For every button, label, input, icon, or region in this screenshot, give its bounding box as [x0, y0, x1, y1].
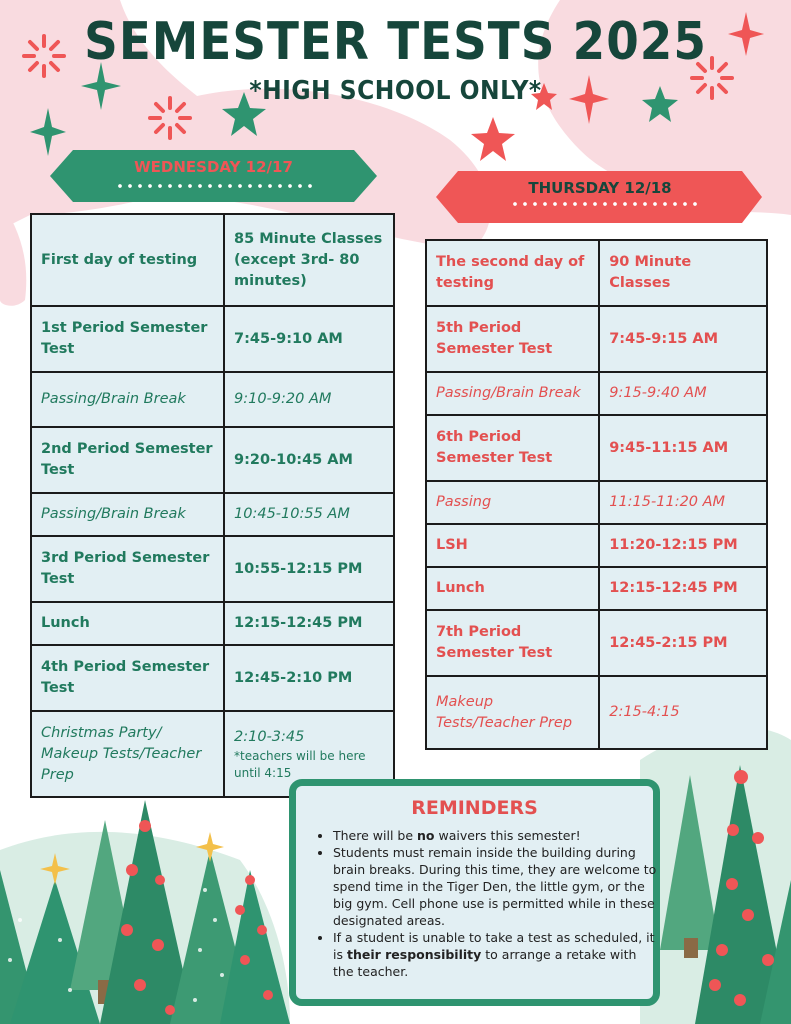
reminders-box [289, 779, 660, 1006]
table-row [31, 372, 394, 427]
row-time: 12:15-12:45 PM [599, 567, 767, 610]
row-time: 12:45-2:10 PM [224, 645, 394, 711]
row-label: Makeup Tests/Teacher Prep [426, 676, 599, 749]
teacher-note: *teachers will be here until 4:15 [234, 748, 366, 780]
star-red-1 [471, 117, 515, 161]
table-row [426, 610, 767, 676]
row-label: Passing/Brain Break [31, 372, 224, 427]
reminder-text: to arrange a retake with the teacher. [333, 947, 637, 979]
table-row [31, 214, 394, 306]
table-row [31, 536, 394, 602]
table-row [31, 602, 394, 645]
reminder-emphasis: their responsibility [346, 947, 482, 962]
reminder-text: If a student is unable to take a test as scheduled, it is [333, 930, 655, 962]
row-label: Lunch [31, 602, 224, 645]
reminder-text: Students must remain inside the building during brain breaks. During this time, they are welcome to spend time in the Tiger Den, the little gym, or the big gym. Cell phone use is permitted while in these designated areas. [333, 845, 657, 928]
row-time: 90 Minute Classes [599, 240, 767, 306]
row-label: Passing/Brain Break [426, 372, 599, 415]
row-label: First day of testing [31, 214, 224, 306]
row-label: Passing/Brain Break [31, 493, 224, 536]
row-label: 3rd Period Semester Test [31, 536, 224, 602]
row-label: 7th Period Semester Test [426, 610, 599, 676]
page-subtitle: *HIGH SCHOOL ONLY* [249, 76, 542, 106]
table-row [31, 306, 394, 372]
list-item [333, 929, 658, 980]
row-time: 9:20-10:45 AM [224, 427, 394, 493]
list-item [333, 844, 658, 929]
row-time: 11:20-12:15 PM [599, 524, 767, 567]
row-label: 1st Period Semester Test [31, 306, 224, 372]
table-row [31, 427, 394, 493]
row-label: Lunch [426, 567, 599, 610]
row-time: 12:45-2:15 PM [599, 610, 767, 676]
row-time: 85 Minute Classes (except 3rd- 80 minutes) [224, 214, 394, 306]
row-label: The second day of testing [426, 240, 599, 306]
row-time: 12:15-12:45 PM [224, 602, 394, 645]
row-time: 9:15-9:40 AM [599, 372, 767, 415]
row-time: 7:45-9:10 AM [224, 306, 394, 372]
table-row [426, 567, 767, 610]
row-time: 7:45-9:15 AM [599, 306, 767, 372]
row-label: LSH [426, 524, 599, 567]
table-row [426, 524, 767, 567]
reminders-title: REMINDERS [411, 797, 538, 819]
reminder-text: There will be [333, 828, 417, 843]
wednesday-dots [115, 183, 315, 189]
thursday-schedule-table [425, 239, 768, 750]
page-title: SEMESTER TESTS 2025 [84, 12, 707, 72]
row-time: 2:15-4:15 [599, 676, 767, 749]
row-label: 4th Period Semester Test [31, 645, 224, 711]
thursday-heading: THURSDAY 12/18 [528, 179, 672, 197]
reminder-emphasis: no [417, 828, 435, 843]
row-time: 10:45-10:55 AM [224, 493, 394, 536]
table-row [426, 306, 767, 372]
table-row [31, 645, 394, 711]
thursday-dots [510, 201, 700, 207]
list-item [333, 827, 658, 844]
row-time: 10:55-12:15 PM [224, 536, 394, 602]
wednesday-heading: WEDNESDAY 12/17 [134, 158, 293, 176]
table-row [426, 240, 767, 306]
row-label: 6th Period Semester Test [426, 415, 599, 481]
table-row [426, 415, 767, 481]
table-row [426, 372, 767, 415]
wednesday-schedule-table [30, 213, 395, 798]
reminder-text: waivers this semester! [434, 828, 581, 843]
row-label: Christmas Party/ Makeup Tests/Teacher Prep [31, 711, 224, 797]
row-label: 5th Period Semester Test [426, 306, 599, 372]
row-label: 2nd Period Semester Test [31, 427, 224, 493]
row-time: 9:10-9:20 AM [224, 372, 394, 427]
row-label: Passing [426, 481, 599, 524]
row-time: 9:45-11:15 AM [599, 415, 767, 481]
row-time: 2:10-3:45 [234, 728, 305, 745]
table-row [426, 676, 767, 749]
reminders-list [317, 827, 658, 980]
row-time: 11:15-11:20 AM [599, 481, 767, 524]
table-row [31, 493, 394, 536]
table-row [426, 481, 767, 524]
